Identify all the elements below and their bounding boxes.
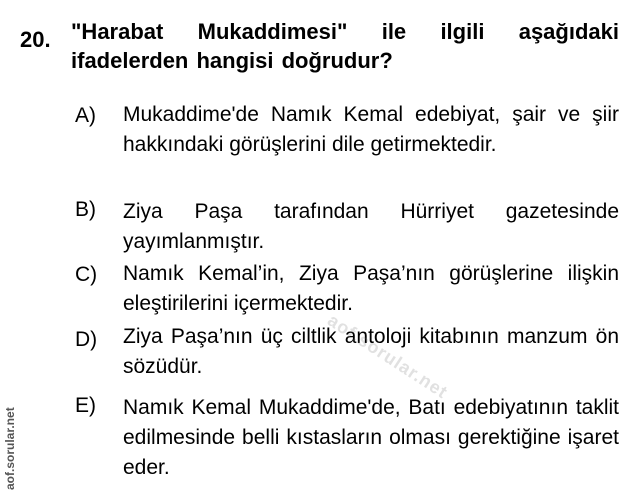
option-text: Namık Kemal Mukaddime'de, Batı edebiyatının taklit edilmesinde belli kıstasların olması gerektiğine işaret eder. [123,396,619,479]
option-text: Mukaddime'de Namık Kemal edebiyat, şair ve şiir hakkındaki görüşlerini dile getirmektedir. [123,103,619,156]
watermark-diagonal: aof.sorular.net [324,310,452,403]
option-text: Namık Kemal’in, Ziya Paşa’nın görüşlerine ilişkin eleştirilerini içermektedir. [123,262,619,315]
option-letter: E) [75,394,96,417]
option-letter: A) [75,104,96,127]
option-letter: C) [75,263,98,286]
option-letter: B) [75,198,96,221]
option-text: Ziya Paşa’nın üç ciltlik antoloji kitabının manzum ön sözüdür. [123,325,619,378]
option-letter: D) [75,328,98,351]
question-number: 20. [20,27,51,52]
option-text: Ziya Paşa tarafından Hürriyet gazetesinde yayımlanmıştır. [123,200,619,253]
watermark-side: aof.sorular.net [3,407,17,490]
question-stem: "Harabat Mukaddimesi" ile ilgili aşağıdaki ifadelerden hangisi doğrudur? [71,19,619,73]
